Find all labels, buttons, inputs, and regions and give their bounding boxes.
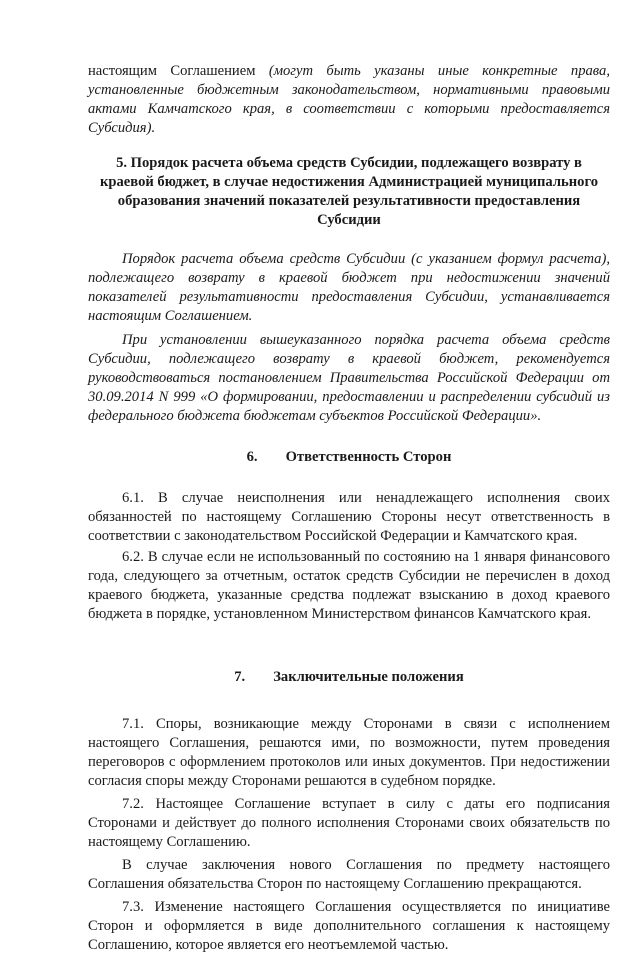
section-7-number: 7.: [234, 669, 246, 685]
section-6-number: 6.: [246, 449, 258, 465]
section-7-paragraph-4: 7.3. Изменение настоящего Соглашения осуществляется по инициативе Сторон и оформляется в виде дополнительного соглашения к настоящему Соглашению, которое является его неотъемлемой частью.: [88, 899, 610, 953]
section-5-paragraph-2: При установлении вышеуказанного порядка расчета объема средств Субсидии, подлежащего возврату в краевой бюджет, рекомендуется руководствоваться постановлением Правительства Российской Федерации от 30.09.2014 N 999 «О формировании, предоставлении и распределении субсидий из федерального бюджета бюджетам субъектов Российской Федерации».: [88, 332, 610, 424]
intro-lead: настоящим Соглашением: [88, 63, 256, 79]
section-7-title: [88, 668, 610, 687]
section-7-paragraph-3: В случае заключения нового Соглашения по предмету настоящего Соглашения обязательства Сторон по настоящему Соглашению прекращаются.: [88, 857, 610, 892]
section-6-paragraph-2: 6.2. В случае если не использованный по состоянию на 1 января финансового года, следующего за отчетным, остаток средств Субсидии не перечислен в доход краевого бюджета, указанные средства подлежат взысканию в доход краевого бюджета в порядке, установленном Министерством финансов Камчатского края.: [88, 549, 610, 622]
intro-note: (могут быть указаны иные конкретные права, установленные бюджетным законодательством, нормативными правовыми актами Камчатского края, в соответствии с которыми предоставляется Субсидия).: [88, 63, 610, 136]
section-7-paragraph-1: 7.1. Споры, возникающие между Сторонами в связи с исполнением настоящего Соглашения, решаются ими, по возможности, путем проведения переговоров с оформлением протоколов или иных документов. При недостижении согласия споры между Сторонами решаются в судебном порядке.: [88, 716, 610, 789]
section-7-title-text: Заключительные положения: [273, 669, 464, 685]
section-6-paragraph-1: 6.1. В случае неисполнения или ненадлежащего исполнения своих обязанностей по настоящему Соглашению Стороны несут ответственность в соответствии с законодательством Российской Федерации и Камчатского края.: [88, 490, 610, 544]
section-6-title-text: Ответственность Сторон: [285, 449, 452, 465]
section-5-title: 5. Порядок расчета объема средств Субсидии, подлежащего возврату в краевой бюджет, в случае недостижения Администрацией муниципального образования значений показателей результативности предоставления Субсидии: [99, 155, 599, 228]
section-7-paragraph-2: 7.2. Настоящее Соглашение вступает в силу с даты его подписания Сторонами и действует до полного исполнения Сторонами своих обязательств по настоящему Соглашению.: [88, 796, 610, 850]
section-5-paragraph-1: Порядок расчета объема средств Субсидии (с указанием формул расчета), подлежащего возврату в краевой бюджет при недостижении значений показателей результативности предоставления Субсидии, устанавливается настоящим Соглашением.: [88, 251, 610, 324]
intro-paragraph: [88, 62, 610, 138]
section-6-title: [88, 448, 610, 467]
